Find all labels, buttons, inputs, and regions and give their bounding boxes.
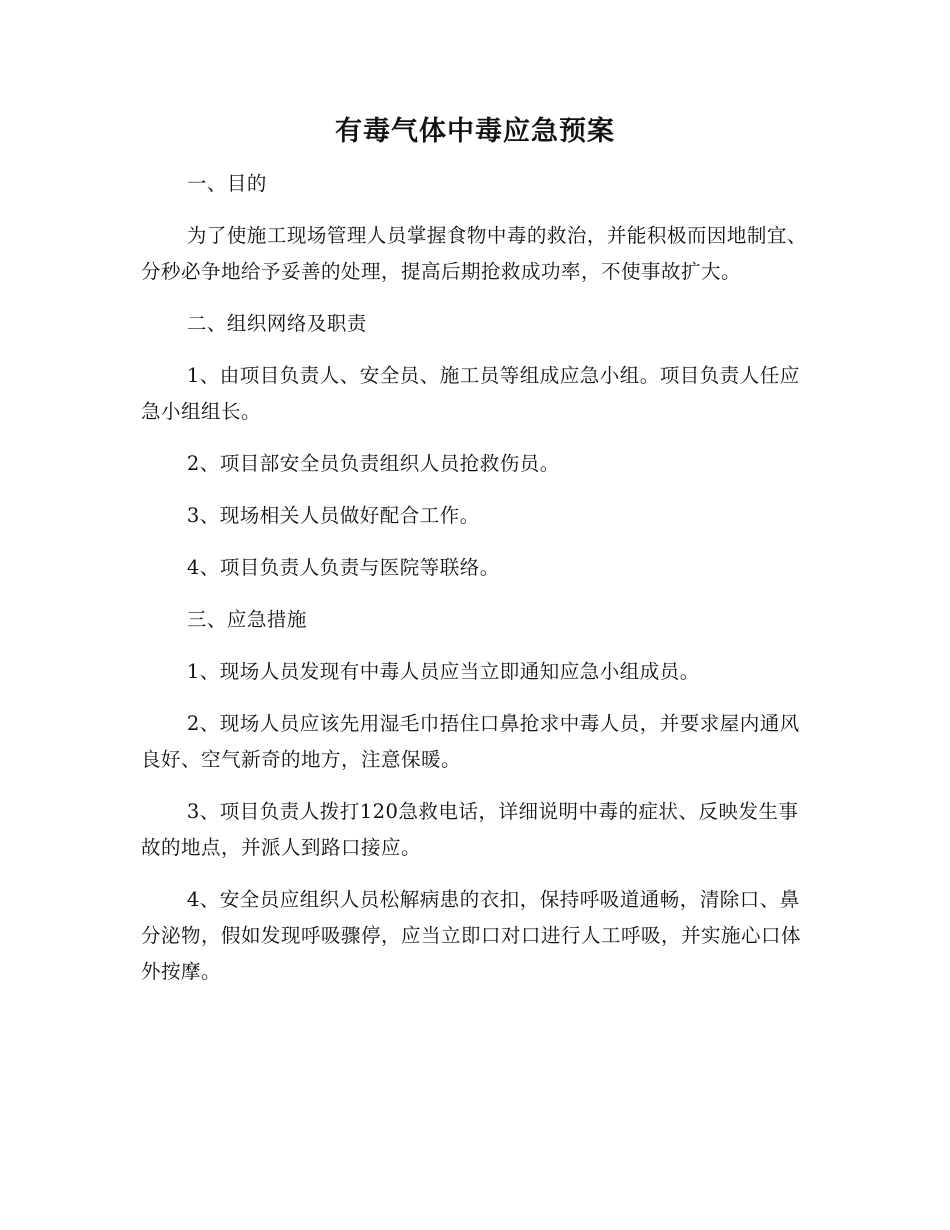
paragraph: 为了使施工现场管理人员掌握食物中毒的救治，并能积极而因地制宜、分秒必争地给予妥善的处理，提高后期抢救成功率，不使事故扩大。 bbox=[141, 224, 807, 283]
paragraph: 4、安全员应组织人员松解病患的衣扣，保持呼吸道通畅，清除口、鼻分泌物，假如发现呼吸骤停，应当立即口对口进行人工呼吸，并实施心口体外按摩。 bbox=[141, 888, 802, 983]
document-body bbox=[141, 166, 809, 1006]
paragraph: 3、现场相关人员做好配合工作。 bbox=[186, 504, 480, 527]
section-heading-measures: 三、应急措施 bbox=[186, 608, 307, 631]
section-heading-purpose: 一、目的 bbox=[186, 172, 267, 195]
paragraph: 3、项目负责人拨打120急救电话，详细说明中毒的症状、反映发生事故的地点，并派人到路口接应。 bbox=[141, 800, 799, 859]
section-heading-organization: 二、组织网络及职责 bbox=[186, 312, 367, 335]
paragraph: 2、项目部安全员负责组织人员抢救伤员。 bbox=[186, 452, 560, 475]
paragraph: 1、现场人员发现有中毒人员应当立即通知应急小组成员。 bbox=[186, 660, 700, 683]
document-title: 有毒气体中毒应急预案 bbox=[335, 116, 615, 147]
paragraph: 2、现场人员应该先用湿毛巾捂住口鼻抢求中毒人员，并要求屋内通风良好、空气新奇的地方，注意保暖。 bbox=[141, 712, 800, 771]
paragraph: 1、由项目负责人、安全员、施工员等组成应急小组。项目负责人任应急小组组长。 bbox=[141, 364, 800, 423]
paragraph: 4、项目负责人负责与医院等联络。 bbox=[186, 556, 500, 579]
